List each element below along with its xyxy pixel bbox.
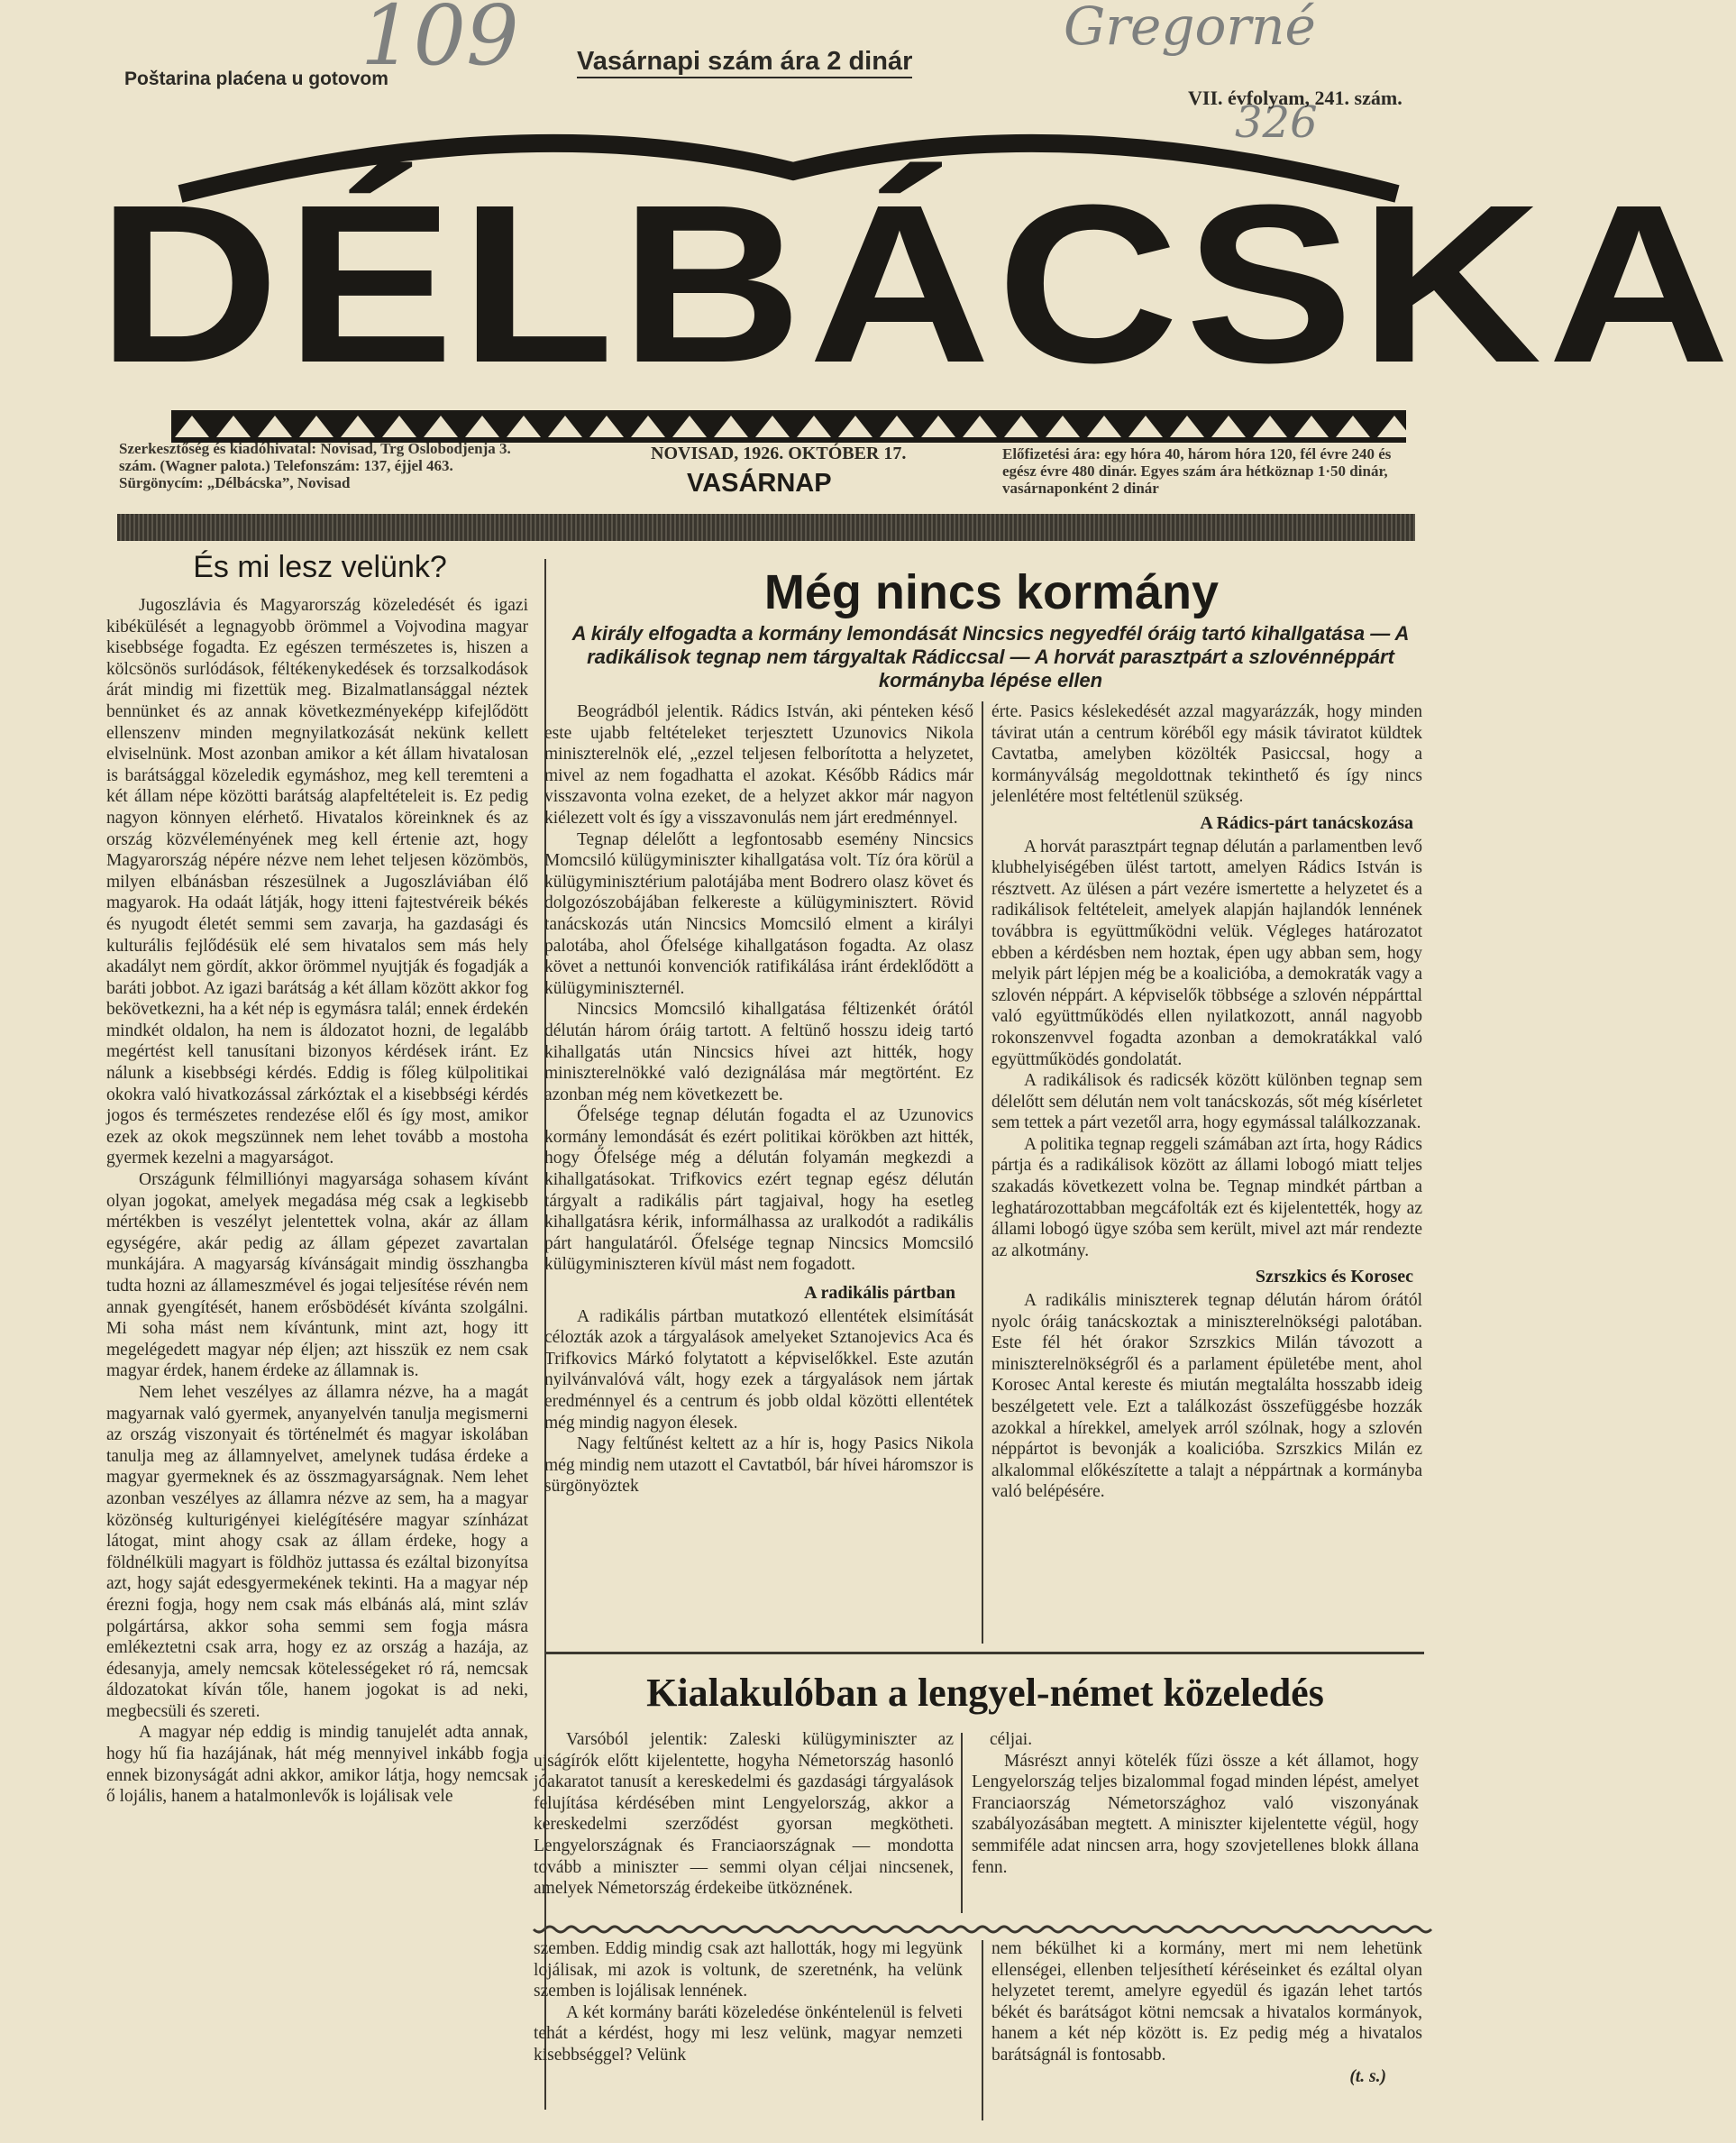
handwritten-side-number: 326 — [1235, 97, 1318, 148]
issue-day: VASÁRNAP — [687, 469, 832, 498]
continuation-column-2 — [991, 1938, 1422, 2119]
main-paragraph: Nincsics Momcsiló kihallgatása féltizenkét órától délután három óráig tartott. A feltünő hosszu ideig tartó kihallgatás után Nincsics hívei azt hitték, hogy miniszterelnökké való dezignálása már megtörtént. Ez azonban még nem következett be. — [544, 1000, 973, 1104]
left-paragraph: A magyar nép eddig is mindig tanujelét adta annak, hogy hű fia hazájának, hát még mennyivel inkább fogja ennek bizonyságát adni akkor, amikor látja, hogy nemcsak ő lojális, hanem a hatalmonlevők is lojálisak vele — [106, 1723, 528, 1807]
section-title: Szrszkics és Korosec — [1255, 1267, 1413, 1287]
main-paragraph: Beográdból jelentik. Rádics István, aki pénteken késő este ujabb feltételeket terjesztett Uzunovics Nikola miniszterelnök elé, „ezzel teljesen felborította a helyzetet, mivel az nem fogadhatta el azokat. Később Rádics már visszavonta volna ezeket, de a helyzet akkor már nagyon kiélezett volt és így a visszavonulás nem járt eredménnyel. — [544, 702, 973, 828]
main-article-column-2 — [991, 701, 1422, 1644]
left-paragraph: Nem lehet veszélyes az államra nézve, ha a magát magyarnak való gyermek, anyanyelvén tanulja megismerni az ország viszonyait és történelmét és magyar iskolában tanulja meg az államnyelvet, amelynek tudása érdeke a magyar gyermeknek és az összmagyarságnak. Nem lehet azonban veszélyes az államra nézve az sem, ha a magyar közönség kulturigényei kielégítésére magyar színházat látogat, mint ahogy csak az állam érdeke, hogy a földnélküli magyart is földhöz juttassa és ezáltal bizonyítsa azt, hogy saját edesgyermekének tekinti. Ha a magyar nép érezni fogja, hogy nem csak más elbánás alá, mint szláv polgártársa, akkor soha semmi sem fogja másra emlékeztetni csak arra, hogy ez az ország a hazája, az édesanyja, amely nemcsak kötelességeket ró rá, nemcsak áldozatokat kíván tőle, hanem jogokat is ad neki, megbecsüli és szereti. — [106, 1382, 528, 1721]
masthead — [96, 135, 1736, 409]
column-divider — [982, 1940, 983, 2120]
left-article-body — [106, 595, 528, 2114]
lower-paragraph: Másrészt annyi kötelék fűzi össze a két államot, hogy Lengyelország teljes bizalommal fogad minden lépést, amelyet Franciaország Németországhoz való viszonyának szabályozásában megtett. A miniszter kijelentette végül, hogy semmiféle adat nincsen arra, hogy szovjetellenes blokk állana fenn. — [972, 1751, 1419, 1877]
column-divider — [961, 1733, 963, 1913]
left-article-title: És mi lesz velünk? — [193, 550, 447, 584]
main-paragraph: érte. Pasics késlekedését azzal magyarázzák, hogy minden távirat után a centrum köréből egy másik táviratot küldtek Cavtatba, amelyben közölték Pasiccsal, hogy a kormányválság megoldottnak tekinthető és így nincs jelenlétére most feltétlenül szükség. — [991, 702, 1422, 807]
left-paragraph: Jugoszlávia és Magyarország közeledését és igazi kibékülését a legnagyobb örömmel a Vojvodina magyar kisebbsége fogadta. Ez egészen természetes is, hiszen a kölcsönös surlódások, féltékenykedések és torzsalkodások árát mindig mi fizettük meg. Bizalmatlansággal néztek bennünket és az annak következményeképp kifejlődött ellenszenv minden megnyilatkozását nekünk kellett elviselnünk. Most azonban amikor a két állam hivatalosan is barátsággal közeledik egymáshoz, meg kell teremteni a két állam népe közötti barátság alapfeltételeit is. Ez pedig nagyon könnyen elérhető. Hivatalos köreinknek és az ország közvéleményének meg kell érteniе azt, hogy Magyarország népére nézve nem lehet teljesen közömbös, milyen elbánásban részesülnek a Jugoszláviában élő magyarok. Ha odaát látják, hogy itteni fajtestvéreik békés és nyugodt életét semmi sem zavarja, ha gazdasági és kulturális fejlődésük elé sem hivatalos sem más hely akadályt nem gördít, akkor örömmel nyujtják és fogadják a baráti jobbot. Az igazi barátság a két állam között akkor fog bekövetkezni, ha a két nép is egymásra talál; ennek érdekén mindkét oldalon, ha nem is áldozatot hozni, de legalább megértést kell tanusítani bizonyos kérdések iránt. Ez nálunk a kisebbségi kérdés. Eddig is főleg külpolitikai okokra való hivatkozással zárkóztak el a kisebbségi kérdés jogos és természetes rendezése elől és így most, amikor ezek az okok megszünnek nem lehet tovább a mostoha gyermek kezelni a magyarságot. — [106, 596, 528, 1168]
sunday-price: Vasárnapi szám ára 2 dinár — [577, 47, 912, 78]
main-paragraph: A politika tegnap reggeli számában azt írta, hogy Rádics pártja és a radikálisok között az állami lobogó miatt teljes szakadás következett volna be. Tegnap mindkét pártban a leghatározottabban megcáfolták ezt és kijelentették, hogy az állami lobogó ügye szóba sem került, mivel azt már rendezte az alkotmány. — [991, 1134, 1422, 1260]
main-article-subtitle: A király elfogadta a kormány lemondását Nincsics negyedfél óráig tartó kihallgatása — A radikálisok tegnap nem tárgyaltak Rádiccsal — A horvát parasztpárt a szlovénnéppárt kormányba lépése ellen — [571, 622, 1410, 691]
continuation-column-1 — [534, 1938, 963, 2128]
main-article-column-1 — [544, 701, 973, 1644]
lower-article-title: Kialakulóban a lengyel-német közeledés — [646, 1671, 1324, 1715]
editorial-info: Szerkesztőség és kiadóhivatal: Novisad, Trg Oslobodjenja 3. szám. (Wagner palota.) Telefonszám: 137, éjjel 463. Sürgönycím: „Délbácska”, Novisad — [119, 440, 511, 491]
lower-paragraph: céljai. — [990, 1730, 1033, 1749]
column-divider — [982, 701, 983, 1644]
continuation-paragraph: szemben. Eddig mindig csak azt hallották, hogy mi legyünk lojálisak, mi azok is voltunk, de szeretnénk, ha velünk szemben is lojálisak lennének. — [534, 1939, 963, 2001]
subscription-info: Előfizetési ára: egy hóra 40, három hóra 120, fél évre 240 és egész évre 480 dinár. Egyes szám ára hétköznap 1·50 dinár, vasárnaponként 2 dinár — [1002, 445, 1392, 497]
lower-paragraph: Varsóból jelentik: Zaleski külügyminiszter az ujságírók előtt kijelentette, hogyha Németország hasonló jóakaratot tanusít a kereskedelmi és gazdasági tárgyalások felujítása kérdésében mint Lengyelország, akkor a kereskedelmi szerződést gyorsan megkötheti. Lengyelországnak és Franciaországnak — mondotta tovább a miniszter — semmi olyan céljai nincsenek, amelyek Németország érdekeibe ütköznének. — [534, 1730, 954, 1899]
issue-date: NOVISAD, 1926. OKTÓBER 17. — [651, 444, 907, 463]
main-paragraph: Nagy feltűnést keltett az a hír is, hogy Pasics Nikola még mindig nem utazott el Cavtatból, bár hívei háromszor is sürgönyöztek — [544, 1434, 973, 1497]
main-paragraph: Tegnap délelőtt a legfontosabb esemény Nincsics Momcsiló külügyminiszter kihallgatása volt. Tíz óra körül a külügyminisztérium palotájába ment Bodrero olasz követ és dolgozószobájában felkereste a külügyminisztert. Rövid tanácskozás után Nincsics Momcsiló elment a királyi palotába, ahol Őfelsége kihallgatáson fogadta. Az olasz követ a nettunói konvenciók ratifikálása iránt érdeklődött a külügyminiszternél. — [544, 829, 973, 998]
section-title: A radikális pártban — [804, 1283, 955, 1304]
wavy-divider — [534, 1922, 1424, 1937]
main-paragraph: A radikális miniszterek tegnap délután három órától nyolc óráig tanácskoztak a miniszterelnökségi palotában. Este fél hét órakor Szrszkics Milán távozott a miniszterelnökségről és a parlament épületébe ment, ahol Korosec Antal kereste és miután megtalálta hosszabb ideig beszélgetett vele. Ezt a találkozást összefüggésbe hozzák azokkal a hírekkel, amelyek arról szólnak, hogy a szlovén néppártot is bevonják a koalicióba. Szrszkics Milán ez alkalommal előkészítette a talajt a néppártnak a kormányba való belépésére. — [991, 1291, 1422, 1502]
main-paragraph: A horvát parasztpárt tegnap délután a parlamentben levő klubhelyiségében ülést tartott, amelyen Rádics István is résztvett. Az ülésen a párt vezére ismertette a helyzetet és a radikálisok feltételeit, amelyek alapján hajlandók lennének továbbra is együttműködni velük. Végleges határozatot ebben a kérdésben nem hoztak, épen ugy abban sem, hogy melyik párt lépjen még be a koalicióba, a demokraták vagy a szlovén néppárt. A képviselők többsége a szlovén néppárttal való együttműködés ellen nyilatkozott, annál nagyobb rokonszenvvel fogadta azonban a demokratákkal való együttműködés gondolatát. — [991, 837, 1422, 1069]
section-title: A Rádics-párt tanácskozása — [1200, 812, 1413, 833]
main-paragraph: A radikálisok és radicsék között különben tegnap sem délelőtt sem délután nem volt tanácskozás, sőt még kísérletet sem tettek a párt vezetől arra, hogy egymással találkozzanak. — [991, 1071, 1422, 1133]
continuation-paragraph: nem békülhet ki a kormány, mert mi nem lehetünk ellenségei, ellenben teljesíthetí kéréseinket és ezáltal olyan helyzetet teremt, amelyre egyedül és igazán lehet tartós békét és barátságot kötni nemcsak a hivatalos kormányok, hanem a két nép között is. Ez pedig még a hivatalos barátságnál is fontosabb. — [991, 1939, 1422, 2065]
lower-article-column-1 — [534, 1729, 954, 1919]
handwritten-number: 109 — [361, 0, 519, 84]
volume-number: VII. évfolyam, 241. szám. — [1188, 87, 1403, 109]
header-rule — [117, 514, 1415, 541]
main-article-title: Még nincs kormány — [763, 565, 1220, 619]
lower-article-column-2 — [972, 1729, 1419, 1919]
main-paragraph: Őfelsége tegnap délután fogadta el az Uzunovics kormány lemondását és ezért politikai körökben azt hitték, hogy Őfelsége még a délután folyamán megkezdi a kihallgatásokat. Trifkovics ezért tegnap egész délután tárgyalt a radikális párt tagjaival, hogy ha esetleg kihallgatásra kérik, informálhassa az uralkodót a radikális párt hangulatáról. Őfelsége tegnap Nincsics Momcsiló külügyminiszteren kívül mást nem fogadott. — [544, 1106, 973, 1275]
main-paragraph: A radikális pártban mutatkozó ellentétek elsimítását célozták azok a tárgyalások amelyeket Sztanojevics Aca és Trifkovics Márkó folytatott a képviselőkkel. Este azután nyilvánvalóvá vált, hogy ezek a tárgyalások nem jártak eredménnyel és a centrum és jobb oldal közötti ellentétek még mindig nagyon élesek. — [544, 1306, 973, 1433]
postage-note: Poštarina plaćena u gotovom — [124, 69, 388, 89]
left-paragraph: Országunk félmilliónyi magyarsága sohasem kívánt olyan jogokat, amelyek megadása még csak a legkisebb mértékben is veszélyt jelentettek volna, akár az állam egységére, akár pedig az állam gépezet zavartalan munkájára. A magyarság kívánságait mindig összhangba tudta hozni az állameszmével és jogai teljesítése révén nem annak gyengítését, hanem erősbödését kívánta szolgálni. Mi soha mást nem kívántunk, mint azt, hogy itt megelégedett magyar nép éljen; azt hisszük ez nem csak magyar érdek, hanem érdeke az államnak is. — [106, 1170, 528, 1381]
masthead-ornament — [171, 410, 1406, 443]
signature: (t. s.) — [1349, 2066, 1386, 2086]
handwritten-name: Gregorné — [1064, 0, 1316, 57]
section-rule — [544, 1652, 1424, 1654]
masthead-title: DÉLBÁCSKA — [96, 158, 1736, 409]
continuation-paragraph: A két kormány baráti közeledése önkéntelenül is felveti tehát a kérdést, hogy mi lesz velünk, magyar nemzeti kisebbséggel? Velünk — [534, 2002, 963, 2065]
